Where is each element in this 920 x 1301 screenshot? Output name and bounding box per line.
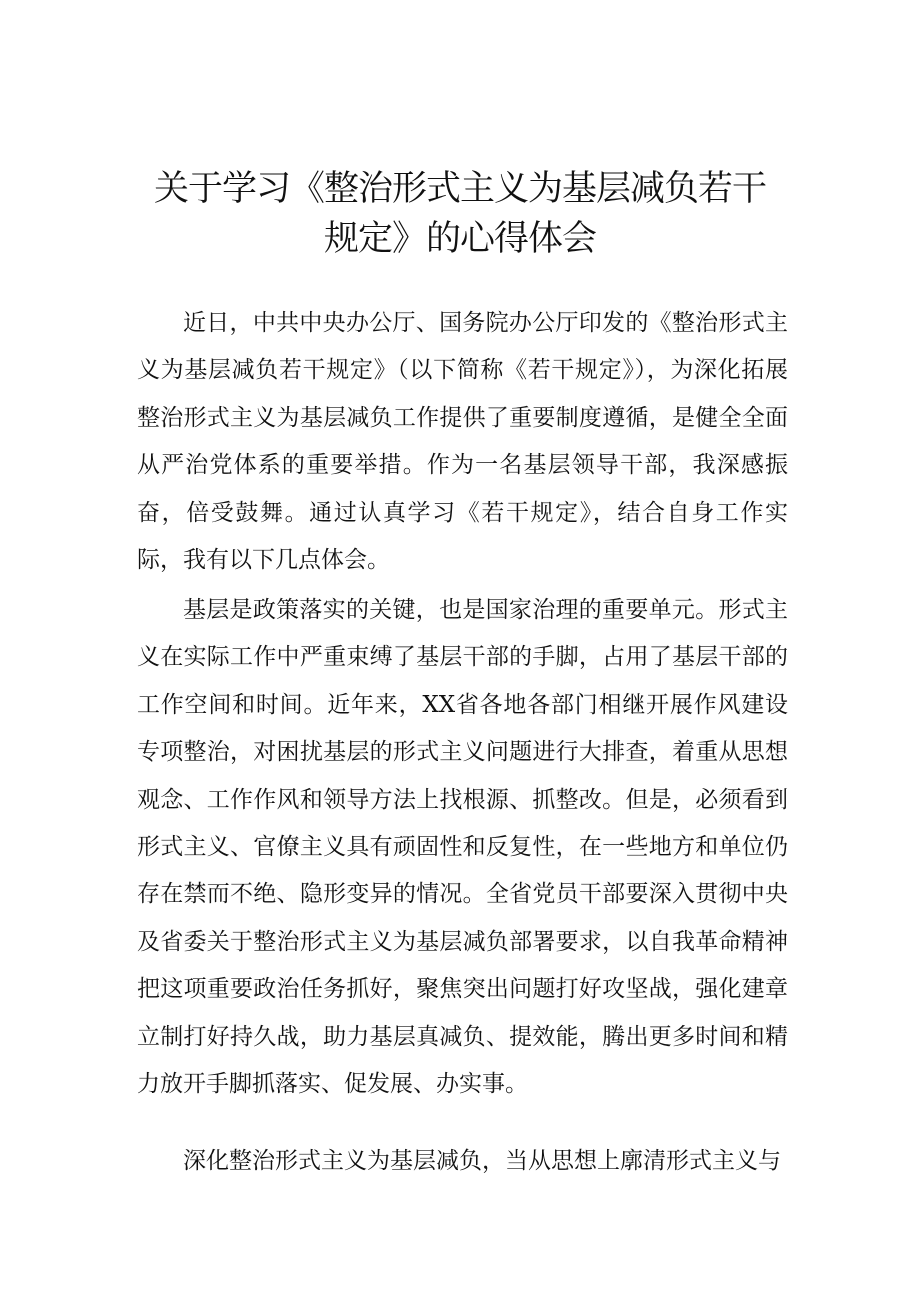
title-line-2: 规定》的心得体会 xyxy=(323,219,596,259)
document-title xyxy=(120,164,800,264)
body-paragraph-2: 基层是政策落实的关键，也是国家治理的重要单元。形式主义在实际工作中严重束缚了基层干部的手脚，占用了基层干部的工作空间和时间。近年来，XX省各地各部门相继开展作风建设专项整治，对困扰基层的形式主义问题进行大排查，着重从思想观念、工作作风和领导方法上找根源、抓整改。但是，必须看到形式主义、官僚主义具有顽固性和反复性，在一些地方和单位仍存在禁而不绝、隐形变异的情况。全省党员干部要深入贯彻中央及省委关于整治形式主义为基层减负部署要求，以自我革命精神把这项重要政治任务抓好，聚焦突出问题打好攻坚战，强化建章立制打好持久战，助力基层真减负、提效能，腾出更多时间和精力放开手脚抓落实、促发展、办实事。 xyxy=(137,597,788,1098)
body-paragraph-3: 深化整治形式主义为基层减负，当从思想上廓清形式主义与 xyxy=(183,1148,781,1174)
body-paragraph-1: 近日，中共中央办公厅、国务院办公厅印发的《整治形式主义为基层减负若干规定》（以下简称《若干规定》），为深化拓展整治形式主义为基层减负工作提供了重要制度遵循，是健全全面从严治党体系的重要举措。作为一名基层领导干部，我深感振奋，倍受鼓舞。通过认真学习《若干规定》，结合自身工作实际，我有以下几点体会。 xyxy=(137,310,788,574)
title-line-1: 关于学习《整治形式主义为基层减负若干 xyxy=(153,169,766,209)
